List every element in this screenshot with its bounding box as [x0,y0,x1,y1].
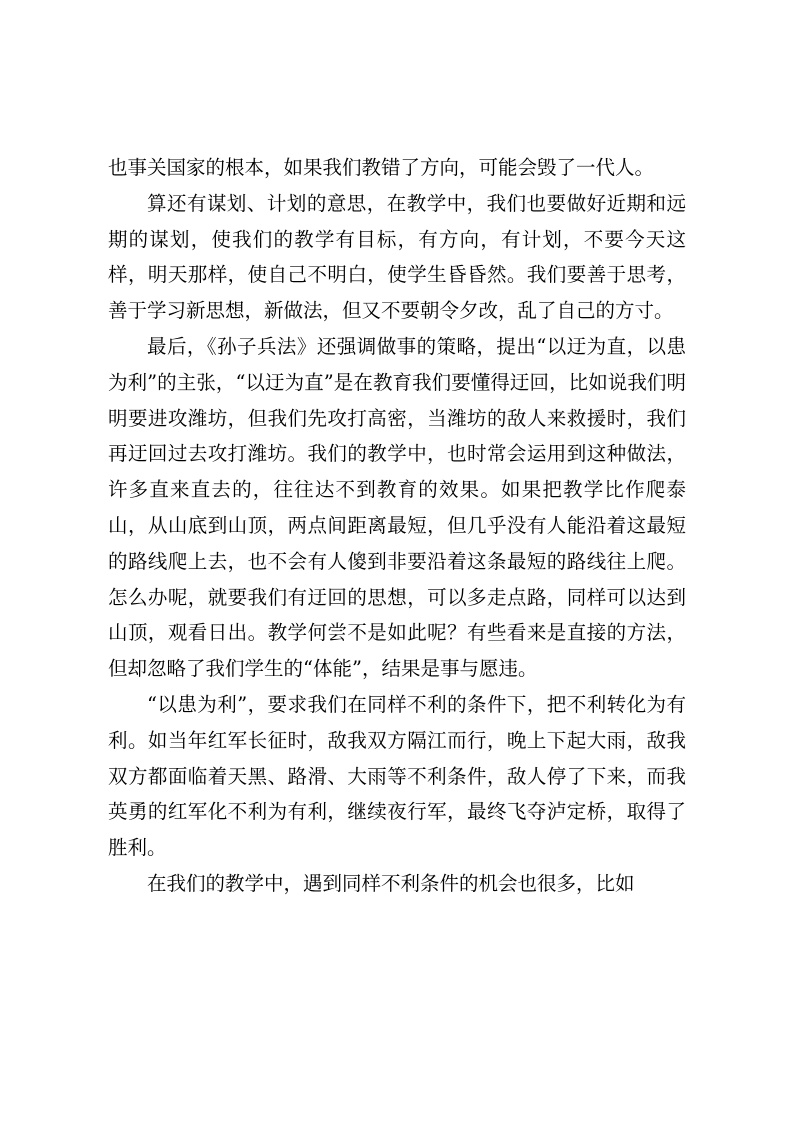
paragraph-teaching-conditions: 在我们的教学中，遇到同样不利条件的机会也很多，比如 [147,871,635,895]
document-body [108,150,686,902]
paragraph-continuation: 也事关国家的根本，如果我们教错了方向，可能会毁了一代人。 [108,156,655,179]
paragraph-turn-adversity: “以患为利”，要求我们在同样不利的条件下，把不利转化为有利。如当年红军长征时，敌我双方隔江而行，晚上下起大雨，敌我双方都面临着天黑、路滑、大雨等不利条件，敌人停了下来，而我英勇的红军化不利为有利，继续夜行军，最终飞夺泸定桥，取得了胜利。 [108,692,686,860]
paragraph-planning: 算还有谋划、计划的意思，在教学中，我们也要做好近期和远期的谋划，使我们的教学有目标，有方向，有计划，不要今天这样，明天那样，使自己不明白，使学生昏昏然。我们要善于思考，善于学习新思想，新做法，但又不要朝令夕改，乱了自己的方寸。 [108,191,686,323]
paragraph-strategy: 最后，《孙子兵法》还强调做事的策略，提出“以迂为直，以患为利”的主张，“以迂为直”是在教育我们要懂得迂回，比如说我们明明要进攻潍坊，但我们先攻打高密，当潍坊的敌人来救援时，我们再迂回过去攻打潍坊。我们的教学中，也时常会运用到这种做法，许多直来直去的，往往达不到教育的效果。如果把教学比作爬泰山，从山底到山顶，两点间距离最短，但几乎没有人能沿着这最短的路线爬上去，也不会有人傻到非要沿着这条最短的路线往上爬。怎么办呢，就要我们有迂回的思想，可以多走点路，同样可以达到山顶，观看日出。教学何尝不是如此呢？有些看来是直接的方法，但却忽略了我们学生的“体能”，结果是事与愿违。 [108,334,686,681]
